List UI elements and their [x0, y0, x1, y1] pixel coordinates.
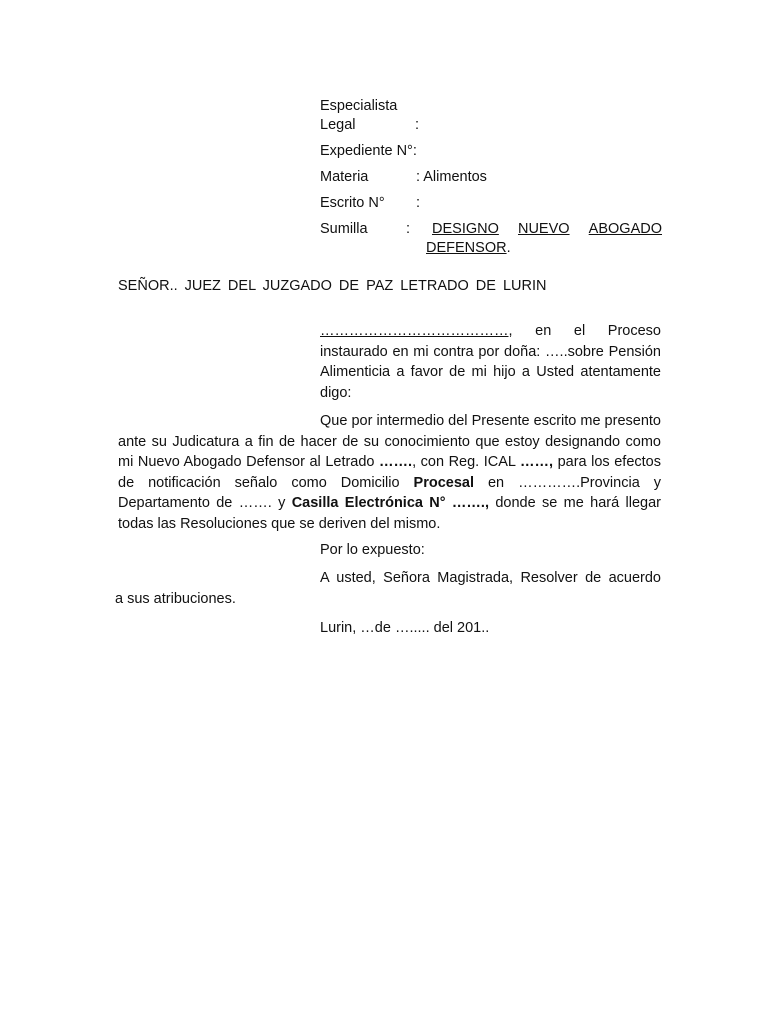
por-lo-expuesto: Por lo expuesto: [320, 542, 425, 558]
main-text-2: , con Reg. ICAL [412, 454, 520, 470]
sumilla-word-2: NUEVO [517, 221, 570, 237]
escrito-colon: : [416, 195, 421, 211]
request-line-2: a sus atribuciones. [115, 591, 236, 607]
party-name-blank: ………………………………… [320, 323, 509, 339]
materia-label: Materia [320, 169, 369, 185]
case-header [320, 97, 662, 258]
sumilla-value [406, 220, 662, 258]
ical-reg-blank: ……, [520, 454, 554, 470]
main-text-5: donde se me hará llegar todas las Resoluciones que se deriven del mismo. [118, 495, 661, 532]
sumilla-period: . [506, 240, 511, 256]
escrito-row [320, 194, 662, 213]
sumilla-colon: : [406, 221, 411, 237]
escrito-label: Escrito N° [320, 195, 385, 211]
procesal-bold: Procesal [413, 474, 475, 491]
closing-date: Lurin, …de …..... del 201.. [320, 620, 490, 636]
request-line-1: A usted, Señora Magistrada, Resolver de acuerdo [320, 570, 661, 586]
materia-value: : Alimentos [416, 169, 487, 185]
sumilla-label: Sumilla [320, 221, 368, 237]
sumilla-line1 [432, 220, 662, 239]
sumilla-row [320, 220, 662, 258]
sumilla-word-4: DEFENSOR [426, 240, 507, 256]
sumilla-line2 [426, 239, 662, 258]
main-text-1: Que por intermedio del Presente escrito me presento ante su Judicatura a fin de hacer de su conocimiento que estoy designando como mi Nuevo Abogado Defensor al Letrado [118, 413, 661, 470]
main-text-4: en ………….Provincia y Departamento de ……. y [118, 474, 661, 511]
intro-text: , en el Proceso instaurado en mi contra por doña: …..sobre Pensión Alimenticia a favor de mi hijo a Usted atentamente digo: [320, 323, 661, 401]
sumilla-word-1: DESIGNO [432, 221, 499, 237]
lawyer-name-blank: ……. [379, 454, 413, 470]
legal-row [320, 116, 662, 135]
legal-colon: : [415, 117, 420, 133]
especialista-label: Especialista [320, 98, 398, 114]
expediente-row [320, 142, 662, 161]
materia-row [320, 168, 662, 187]
main-text-3: para los efectos de notificación señalo como Domicilio [118, 454, 661, 491]
salutation: SEÑOR.. JUEZ DEL JUZGADO DE PAZ LETRADO DE LURIN [118, 278, 547, 294]
casilla-bold: Casilla Electrónica N° ……., [291, 495, 489, 511]
expediente-label: Expediente N°: [320, 143, 417, 159]
sumilla-word-3: ABOGADO [588, 221, 662, 237]
especialista-row [320, 97, 662, 116]
main-paragraph [118, 411, 661, 534]
legal-label: Legal [320, 117, 356, 133]
intro-paragraph [320, 321, 661, 403]
